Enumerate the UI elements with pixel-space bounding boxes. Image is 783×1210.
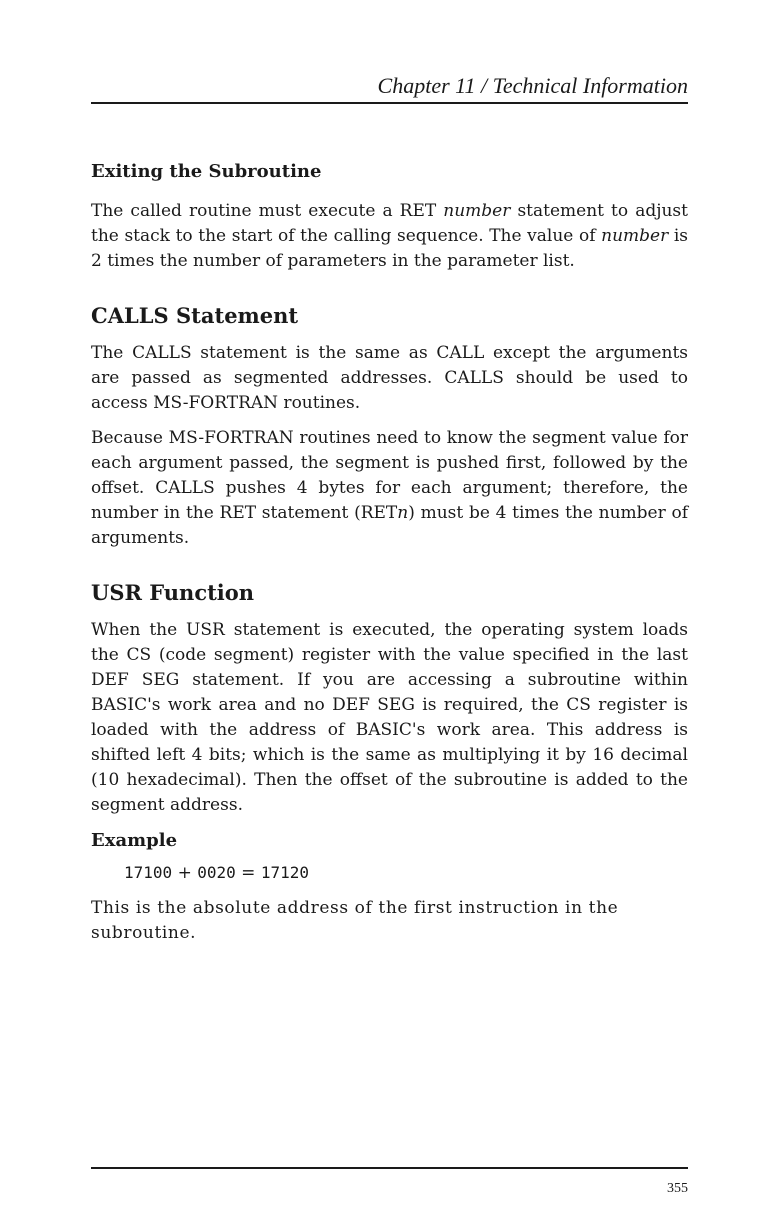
paragraph-calls-1: The CALLS statement is the same as CALL except the arguments are passed as segmented addresses. CALLS should be used to access MS-FORTRAN routines. [91, 343, 688, 413]
header-rule [91, 102, 688, 104]
page [91, 0, 688, 1210]
running-head: Chapter 11 / Technical Information [377, 73, 688, 98]
paragraph-gap [91, 416, 688, 426]
page-number: 355 [667, 1181, 688, 1196]
text-run: statement to adjust the stack to the start of the calling sequence. The value of [91, 201, 688, 246]
page-content [91, 158, 688, 946]
example-result: 17120 [260, 863, 309, 882]
italic-term: n [397, 503, 409, 523]
heading-usr-function: USR Function [91, 580, 255, 605]
text-run: The called routine must execute a RET [91, 201, 444, 221]
paragraph-exiting-subroutine [91, 199, 688, 274]
example-equation [124, 860, 688, 886]
paragraph-calls-2 [91, 426, 688, 551]
example-operand-2: 0020 [197, 863, 236, 882]
italic-term: number [443, 201, 511, 221]
example-operand-1: 17100 [124, 863, 173, 882]
text-run: is 2 times the number of parameters in the parameter list. [91, 226, 688, 271]
paragraph-usr-2: This is the absolute address of the first instruction in the subroutine. [91, 898, 619, 943]
footer-rule [91, 1167, 688, 1169]
heading-calls-statement: CALLS Statement [91, 303, 299, 328]
heading-exiting-subroutine: Exiting the Subroutine [91, 161, 322, 182]
example-plus: + [172, 863, 198, 883]
example-equals: = [235, 863, 261, 883]
text-run: ) must be 4 times the number of arguments. [91, 503, 688, 548]
text-run: Because MS-FORTRAN routines need to know the segment value for each argument passed, the segment is pushed first, followed by the offset. CALLS pushes 4 bytes for each argument; therefore, the number in the RET statement (RET [91, 428, 688, 523]
italic-term: number [601, 226, 669, 246]
example-label: Example [91, 830, 178, 851]
paragraph-usr-1: When the USR statement is executed, the operating system loads the CS (code segment) register with the value specified in the last DEF SEG statement. If you are accessing a subroutine within BASIC's work area and no DEF SEG is required, the CS register is loaded with the address of BASIC's work area. This address is shifted left 4 bits; which is the same as multiplying it by 16 decimal (10 hexadecimal). Then the offset of the subroutine is added to the segment address. [91, 620, 688, 815]
